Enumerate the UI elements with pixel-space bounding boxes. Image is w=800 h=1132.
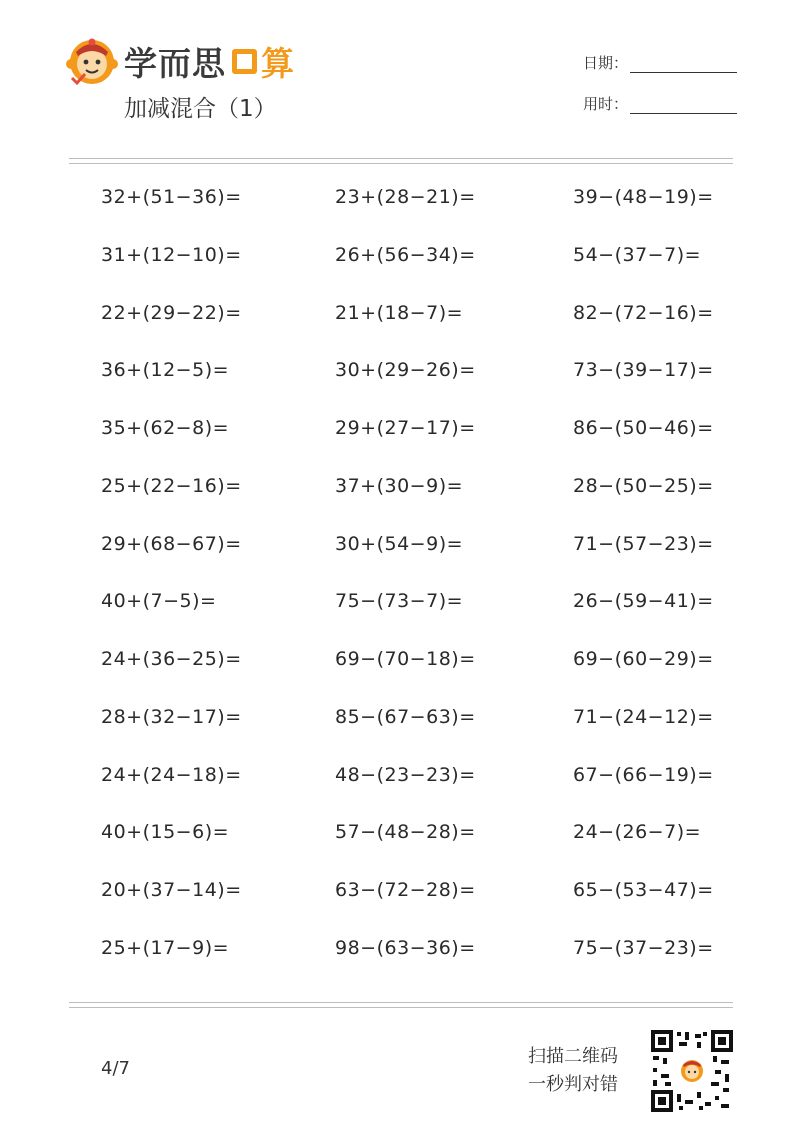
math-problem: 29+(27−17)= xyxy=(335,417,476,439)
math-problem: 31+(12−10)= xyxy=(101,244,242,266)
math-problem: 65−(53−47)= xyxy=(573,879,714,901)
math-problem: 69−(60−29)= xyxy=(573,648,714,670)
math-problem: 35+(62−8)= xyxy=(101,417,230,439)
math-problem: 24+(24−18)= xyxy=(101,764,242,786)
date-label: 日期： xyxy=(583,54,629,72)
top-divider-inner xyxy=(69,163,733,164)
math-problem: 30+(54−9)= xyxy=(335,533,464,555)
math-problem: 23+(28−21)= xyxy=(335,186,476,208)
brand-accent: 算 xyxy=(261,43,295,83)
time-label: 用时： xyxy=(583,95,629,113)
math-problem: 24+(36−25)= xyxy=(101,648,242,670)
scan-instructions xyxy=(528,1043,618,1099)
math-problem: 85−(67−63)= xyxy=(335,706,476,728)
math-problem: 69−(70−18)= xyxy=(335,648,476,670)
math-problem: 71−(24−12)= xyxy=(573,706,714,728)
math-problem: 86−(50−46)= xyxy=(573,417,714,439)
time-blank[interactable] xyxy=(630,99,737,114)
math-problem: 98−(63−36)= xyxy=(335,937,476,959)
math-problem: 28−(50−25)= xyxy=(573,475,714,497)
math-problem: 63−(72−28)= xyxy=(335,879,476,901)
date-blank[interactable] xyxy=(630,58,737,73)
math-problem: 75−(73−7)= xyxy=(335,590,464,612)
math-problem: 57−(48−28)= xyxy=(335,821,476,843)
math-problem: 25+(22−16)= xyxy=(101,475,242,497)
monkey-mascot-icon xyxy=(66,34,118,86)
math-problem: 30+(29−26)= xyxy=(335,359,476,381)
worksheet-title: 加减混合（1） xyxy=(124,96,277,122)
math-problem: 54−(37−7)= xyxy=(573,244,702,266)
brand-name: 学而思 xyxy=(124,43,226,83)
math-problem: 71−(57−23)= xyxy=(573,533,714,555)
page-number: 4/7 xyxy=(101,1058,130,1079)
brand-square-mark xyxy=(232,49,257,74)
math-problem: 48−(23−23)= xyxy=(335,764,476,786)
math-problem: 28+(32−17)= xyxy=(101,706,242,728)
math-problem: 67−(66−19)= xyxy=(573,764,714,786)
date-field[interactable] xyxy=(583,52,737,73)
math-problem: 26+(56−34)= xyxy=(335,244,476,266)
math-problem: 29+(68−67)= xyxy=(101,533,242,555)
math-problem: 40+(15−6)= xyxy=(101,821,230,843)
math-problem: 22+(29−22)= xyxy=(101,302,242,324)
scan-line-2: 一秒判对错 xyxy=(528,1074,618,1095)
qr-code-icon[interactable] xyxy=(651,1030,733,1112)
brand-logo-text xyxy=(124,38,295,84)
time-field[interactable] xyxy=(583,93,737,114)
math-problem: 21+(18−7)= xyxy=(335,302,464,324)
math-problem: 26−(59−41)= xyxy=(573,590,714,612)
math-problem: 75−(37−23)= xyxy=(573,937,714,959)
math-problem: 20+(37−14)= xyxy=(101,879,242,901)
math-problem: 73−(39−17)= xyxy=(573,359,714,381)
math-problem: 24−(26−7)= xyxy=(573,821,702,843)
bottom-divider xyxy=(69,1002,733,1003)
bottom-divider-inner xyxy=(69,1007,733,1008)
math-problem: 39−(48−19)= xyxy=(573,186,714,208)
math-problem: 32+(51−36)= xyxy=(101,186,242,208)
math-problem: 37+(30−9)= xyxy=(335,475,464,497)
math-problem: 36+(12−5)= xyxy=(101,359,230,381)
math-problem: 25+(17−9)= xyxy=(101,937,230,959)
math-problem: 40+(7−5)= xyxy=(101,590,217,612)
top-divider xyxy=(69,158,733,159)
math-problem: 82−(72−16)= xyxy=(573,302,714,324)
scan-line-1: 扫描二维码 xyxy=(528,1046,618,1067)
